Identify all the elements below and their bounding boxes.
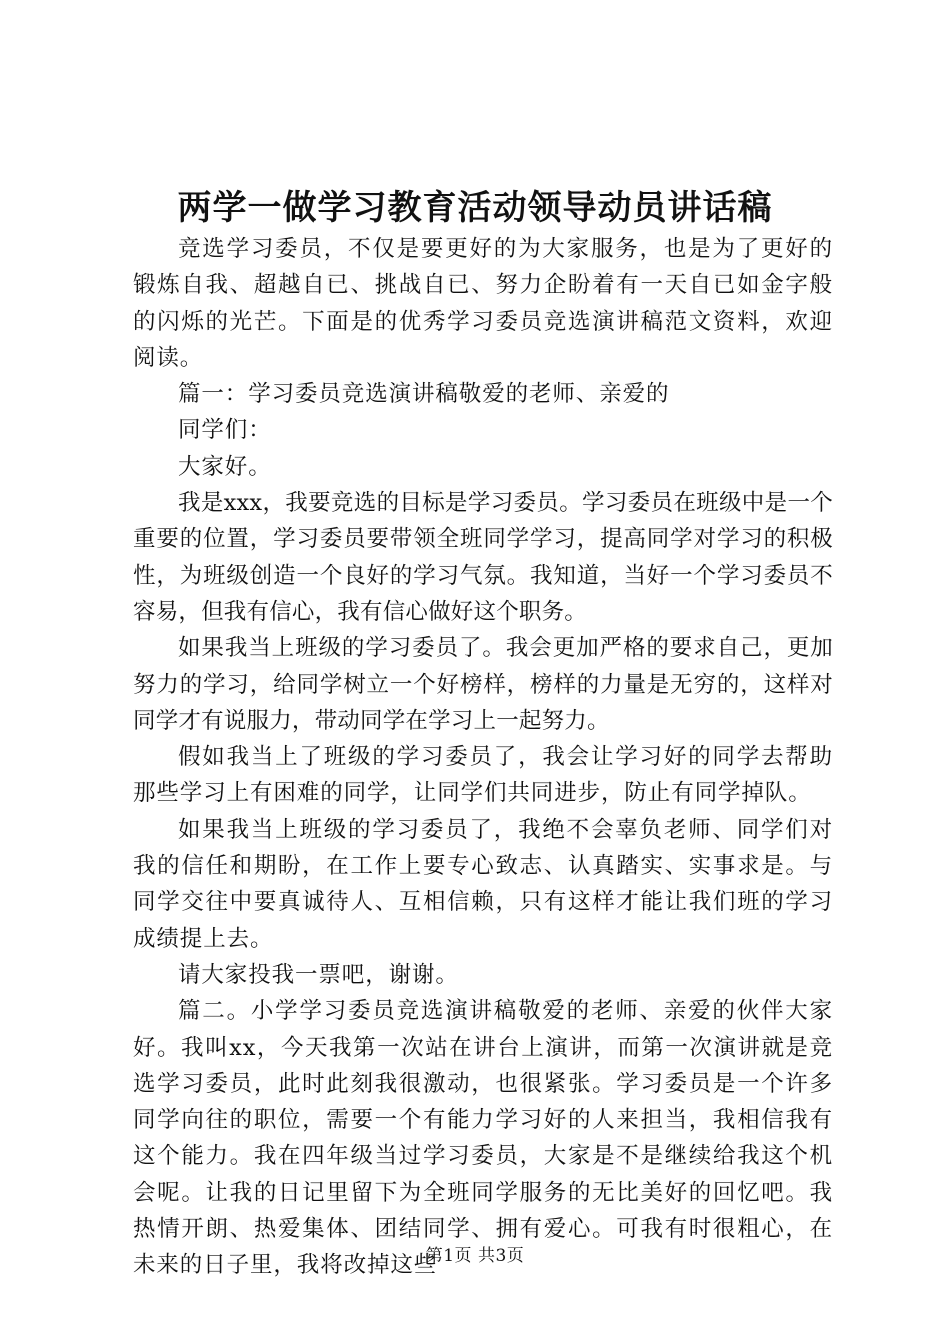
paragraph-part-two: 篇二。小学学习委员竞选演讲稿敬爱的老师、亲爱的伙伴大家好。我叫xx，今天我第一次站在讲台上演讲，而第一次演讲就是竞选学习委员，此时此刻我很激动，也很紧张。学习委员是一个许多同学向往的职位，需要一个有能力学习好的人来担当，我相信我有这个能力。我在四年级当过学习委员，大家是不是继续给我这个机会呢。让我的日记里留下为全班同学服务的无比美好的回忆吧。我热情开朗、热爱集体、团结同学、拥有爱心。可我有时很粗心，在未来的日子里，我将改掉这些 [133, 998, 833, 1279]
paragraph-if-elected-one: 如果我当上班级的学习委员了。我会更加严格的要求自己，更加努力的学习，给同学树立一个好榜样，榜样的力量是无穷的，这样对同学才有说服力，带动同学在学习上一起努力。 [133, 635, 833, 734]
paragraph-vote-request: 请大家投我一票吧，谢谢。 [178, 961, 459, 988]
paragraph-hello: 大家好。 [178, 453, 272, 480]
document-body [133, 231, 833, 1284]
paragraph-if-elected-two: 假如我当上了班级的学习委员了，我会让学习好的同学去帮助那些学习上有困难的同学，让同学们共同进步，防止有同学掉队。 [133, 744, 833, 807]
paragraph-intro: 竞选学习委员，不仅是要更好的为大家服务，也是为了更好的锻炼自我、超越自已、挑战自已、努力企盼着有一天自已如金字般的闪烁的光芒。下面是的优秀学习委员竞选演讲稿范文资料，欢迎阅读。 [133, 236, 833, 371]
paragraph-greeting-classmates: 同学们： [178, 417, 272, 444]
paragraph-self-introduction: 我是xxx，我要竞选的目标是学习委员。学习委员在班级中是一个重要的位置，学习委员要带领全班同学学习，提高同学对学习的积极性，为班级创造一个良好的学习气氛。我知道，当好一个学习委员不容易，但我有信心，我有信心做好这个职务。 [133, 490, 833, 625]
paragraph-if-elected-three: 如果我当上班级的学习委员了，我绝不会辜负老师、同学们对我的信任和期盼，在工作上要专心致志、认真踏实、实事求是。与同学交往中要真诚待人、互相信赖，只有这样才能让我们班的学习成绩提上去。 [133, 816, 833, 952]
page-number-footer: 第1页 共3页 [425, 1246, 525, 1266]
document-title: 两学一做学习教育活动领导动员讲话稿 [177, 188, 773, 228]
paragraph-part-one-heading: 篇一：学习委员竞选演讲稿敬爱的老师、亲爱的 [178, 381, 670, 408]
